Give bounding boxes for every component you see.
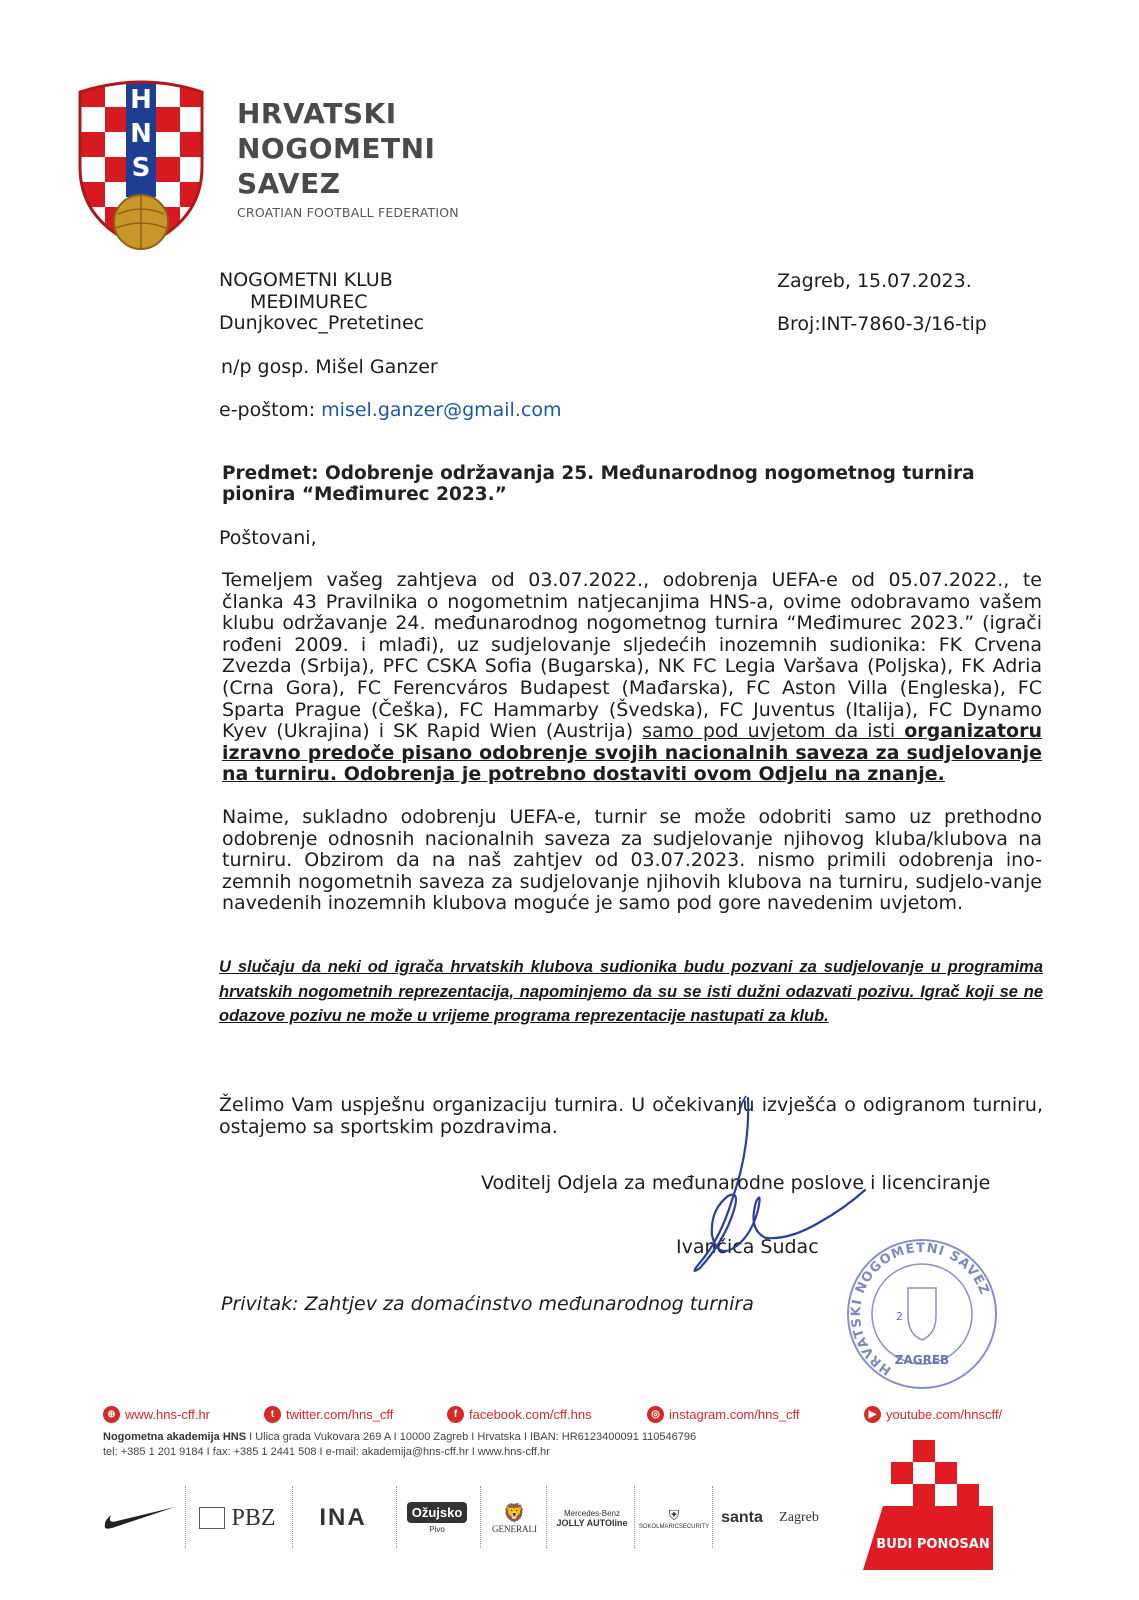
letter-date: Zagreb, 15.07.2023.: [777, 270, 972, 292]
org-name-line3: SAVEZ: [237, 167, 341, 200]
org-subtitle: CROATIAN FOOTBALL FEDERATION: [237, 205, 459, 220]
academy-address: Nogometna akademija HNS I Ulica grada Vukovara 269 A I 10000 Zagreb I Hrvatska I IBAN: HR6123400091 110546796: [103, 1431, 697, 1443]
facebook-icon: f: [447, 1406, 464, 1423]
email-label: e-poštom:: [219, 399, 322, 421]
ina-logo: INA: [319, 1504, 367, 1531]
instagram-icon: ◎: [647, 1406, 664, 1423]
generali-logo: 🦁 GENERALI: [492, 1502, 537, 1534]
twitter-icon: t: [264, 1406, 281, 1423]
sokol-maric-logo: ⛨ SOKOLMARICSECURITY: [638, 1506, 710, 1530]
stamp-city: ZAGREB: [894, 1353, 950, 1367]
org-name-line2: NOGOMETNI: [237, 132, 436, 165]
closing-paragraph: Želimo Vam uspješnu organizaciju turnira. U očekivanju izvješća o odigranom turniru, ostajemo sa sportskim pozdravima.: [219, 1094, 1043, 1138]
social-twitter-link[interactable]: t twitter.com/hns_cff: [264, 1406, 393, 1423]
warning-paragraph: U slučaju da neki od igrača hrvatskih klubova sudionika budu pozvani za sudjelovanje u programima hrvatskih nogometnih reprezentacija, napominjemo da su se isti dužni odazvati pozivu. Igrač koji se ne odazove pozivu ne može u vrijeme programa reprezentacije nastupati za klub.: [219, 958, 1043, 1025]
budi-ponosan-logo: [843, 1440, 993, 1570]
stamp-number: 2: [896, 1310, 903, 1323]
signatory-title: Voditelj Odjela za međunarodne poslove i licenciranje: [481, 1172, 991, 1194]
academy-contacts: tel: +385 1 201 9184 I fax: +385 1 2441 508 I e-mail: akademija@hns-cff.hr I www.hns-cff.hr: [103, 1446, 550, 1458]
crest-letter-s: S: [131, 153, 151, 183]
org-name: [237, 96, 435, 201]
academy-name: Nogometna akademija HNS: [103, 1431, 247, 1443]
zagreb-logo: Zagreb: [779, 1510, 819, 1525]
attachment-note: Privitak: Zahtjev za domaćinstvo međunarodnog turnira: [221, 1293, 754, 1315]
recipient-address: [219, 270, 424, 335]
org-name-line1: HRVATSKI: [237, 97, 397, 130]
social-youtube-link[interactable]: ▶ youtube.com/hnscff/: [864, 1406, 1002, 1423]
body-paragraph-1: [222, 570, 1042, 786]
para1-underlined: samo pod uvjetom da isti: [642, 720, 905, 743]
pbz-logo: PBZ: [190, 1488, 285, 1548]
web-icon: ⊕: [103, 1406, 120, 1423]
stamp-ring-text: HRVATSKI NOGOMETNI SAVEZ: [848, 1240, 992, 1378]
crest-letter-h: H: [130, 85, 152, 115]
recipient-line3: Dunjkovec_Pretetinec: [219, 312, 425, 334]
attention-line: n/p gosp. Mišel Ganzer: [221, 356, 438, 378]
handwritten-signature: [670, 1090, 870, 1300]
budi-ponosan-text: BUDI PONOSAN: [876, 1537, 990, 1552]
body-paragraph-2: Naime, sukladno odobrenju UEFA-e, turnir se može odobriti samo uz prethodno odobrenje odnosnih nacionalnih saveza za sudjelovanje njihovog kluba/klubova na turniru. Obzirom da na naš zahtjev od 03.07.2023. nismo primili odobrenja ino-zemnih nogometnih saveza za sudjelovanje njihovih klubova na turniru, sudjelo-vanje navedenih inozemnih klubova moguće je samo pod gore navedenim uvjetom.: [222, 806, 1042, 915]
social-instagram-link[interactable]: ◎ instagram.com/hns_cff: [647, 1406, 800, 1423]
salutation: Poštovani,: [219, 527, 317, 549]
social-facebook-link[interactable]: f facebook.com/cff.hns: [447, 1406, 592, 1423]
recipient-line2: MEĐIMUREC: [250, 290, 368, 313]
recipient-line1: NOGOMETNI KLUB: [219, 269, 393, 291]
subject-line: Predmet: Odobrenje održavanja 25. Međunarodnog nogometnog turnira pionira “Međimurec 2023.”: [222, 463, 975, 505]
signatory-name: Ivančica Sudac: [676, 1236, 819, 1258]
official-stamp: [842, 1236, 1002, 1391]
hns-crest-logo: [70, 72, 212, 254]
reference-number: Broj:INT-7860-3/16-tip: [777, 313, 987, 335]
jolly-autoline-logo: Mercedes-Benz JOLLY AUTOline: [556, 1508, 628, 1528]
email-row: [219, 399, 561, 421]
ozujsko-logo: Ožujsko Pivo: [402, 1488, 472, 1548]
para1-text: Temeljem vašeg zahtjeva od 03.07.2022., odobrenja UEFA-e od 05.07.2022., te članka 43 Pravilnika o nogometnim natjecanjima HNS-a, ovime odobravamo vašem klubu održavanje 24. međunarodnog nogometnog turnira “Međimurec 2023.” (igrači rođeni 2009. i mlađi), uz sudjelovanje sljedećih inozemnih sudionika: FK Crvena Zvezda (Srbija), PFC CSKA Sofia (Bugarska), NK FC Legia Varšava (Poljska), FK Adria (Crna Gora), FC Ferencváros Budapest (Mađarska), FC Aston Villa (Engleska), FC Sparta Prague (Češka), FC Hammarby (Švedska), FC Juventus (Italija), FC Dynamo Kyev (Ukrajina) i SK Rapid Wien (Austrija): [222, 569, 1042, 743]
youtube-icon: ▶: [864, 1406, 881, 1423]
santa-logo: santa: [721, 1509, 763, 1526]
crest-letter-n: N: [130, 119, 152, 149]
social-web-link[interactable]: ⊕ www.hns-cff.hr: [103, 1406, 210, 1423]
para1-bold-underlined: organizatoru izravno predoče pisano odobrenje svojih nacionalnih saveza za sudjelovanje na turniru. Odobrenja je potrebno dostaviti ovom Odjelu na znanje.: [222, 720, 1042, 786]
nike-logo: [100, 1488, 180, 1548]
email-link[interactable]: misel.ganzer@gmail.com: [321, 399, 562, 421]
